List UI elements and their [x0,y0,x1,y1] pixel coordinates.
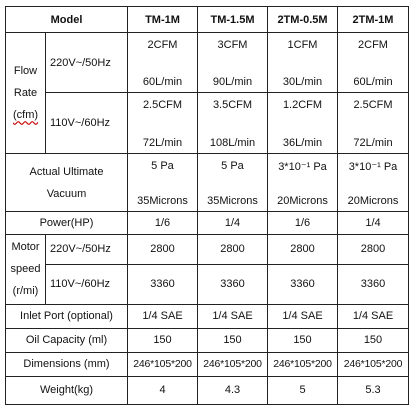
dimensions-value: 246*105*200 [128,352,198,376]
motor-speed-value: 2800 [338,234,409,264]
oil-capacity-label: Oil Capacity (ml) [6,328,128,352]
inlet-port-value: 1/4 SAE [198,304,268,328]
power-row [6,212,409,234]
motor-speed-value: 3360 [198,264,268,304]
power-value: 1/6 [128,212,198,234]
power-value: 1/4 [198,212,268,234]
oil-capacity-value: 150 [198,328,268,352]
flow-rate-row-110v [6,93,409,154]
vacuum-label: Actual Ultimate Vacuum [6,154,128,212]
weight-label: Weight(kg) [6,376,128,404]
power-value: 1/4 [338,212,409,234]
flow-rate-voltage: 220V~/50Hz [46,33,128,93]
model-header-2tm-1m: 2TM-1M [338,7,409,33]
motor-speed-value: 3360 [338,264,409,304]
dimensions-value: 246*105*200 [338,352,409,376]
vacuum-cell: 5 Pa 35Microns [128,154,198,212]
dimensions-value: 246*105*200 [198,352,268,376]
power-value: 1/6 [268,212,338,234]
spec-table [5,6,409,405]
motor-speed-value: 2800 [128,234,198,264]
weight-value: 5.3 [338,376,409,404]
oil-capacity-row [6,328,409,352]
vacuum-row [6,154,409,212]
inlet-port-value: 1/4 SAE [268,304,338,328]
flow-rate-cell: 1.2CFM 36L/min [268,93,338,154]
vacuum-cell: 3*10⁻¹ Pa 20Microns [338,154,409,212]
oil-capacity-value: 150 [268,328,338,352]
flow-rate-cell: 3.5CFM 108L/min [198,93,268,154]
motor-speed-value: 2800 [268,234,338,264]
motor-speed-row-220v [6,234,409,264]
motor-speed-label: Motor speed (r/mi) [6,234,46,304]
dimensions-value: 246*105*200 [268,352,338,376]
weight-value: 4.3 [198,376,268,404]
model-header-2tm-0-5m: 2TM-0.5M [268,7,338,33]
inlet-port-value: 1/4 SAE [338,304,409,328]
power-label: Power(HP) [6,212,128,234]
header-row [6,7,409,33]
weight-value: 5 [268,376,338,404]
weight-value: 4 [128,376,198,404]
flow-rate-cell: 1CFM 30L/min [268,33,338,93]
weight-row [6,376,409,404]
flow-rate-cell: 2CFM 60L/min [128,33,198,93]
vacuum-cell: 5 Pa 35Microns [198,154,268,212]
oil-capacity-value: 150 [128,328,198,352]
dimensions-row [6,352,409,376]
vacuum-cell: 3*10⁻¹ Pa 20Microns [268,154,338,212]
flow-rate-label: Flow Rate (cfm) [6,33,46,154]
motor-speed-value: 3360 [128,264,198,304]
motor-speed-row-110v [6,264,409,304]
flow-rate-cell: 2.5CFM 72L/min [128,93,198,154]
motor-speed-voltage: 220V~/50Hz [46,234,128,264]
flow-rate-voltage: 110V~/60Hz [46,93,128,154]
inlet-port-row [6,304,409,328]
motor-speed-value: 2800 [198,234,268,264]
flow-rate-cell: 3CFM 90L/min [198,33,268,93]
inlet-port-value: 1/4 SAE [128,304,198,328]
inlet-port-label: Inlet Port (optional) [6,304,128,328]
dimensions-label: Dimensions (mm) [6,352,128,376]
model-header-tm-1m: TM-1M [128,7,198,33]
flow-rate-cell: 2CFM 60L/min [338,33,409,93]
flow-rate-cell: 2.5CFM 72L/min [338,93,409,154]
model-header-tm-1-5m: TM-1.5M [198,7,268,33]
motor-speed-value: 3360 [268,264,338,304]
motor-speed-voltage: 110V~/60Hz [46,264,128,304]
model-header: Model [6,7,128,33]
flow-rate-row-220v [6,33,409,93]
oil-capacity-value: 150 [338,328,409,352]
